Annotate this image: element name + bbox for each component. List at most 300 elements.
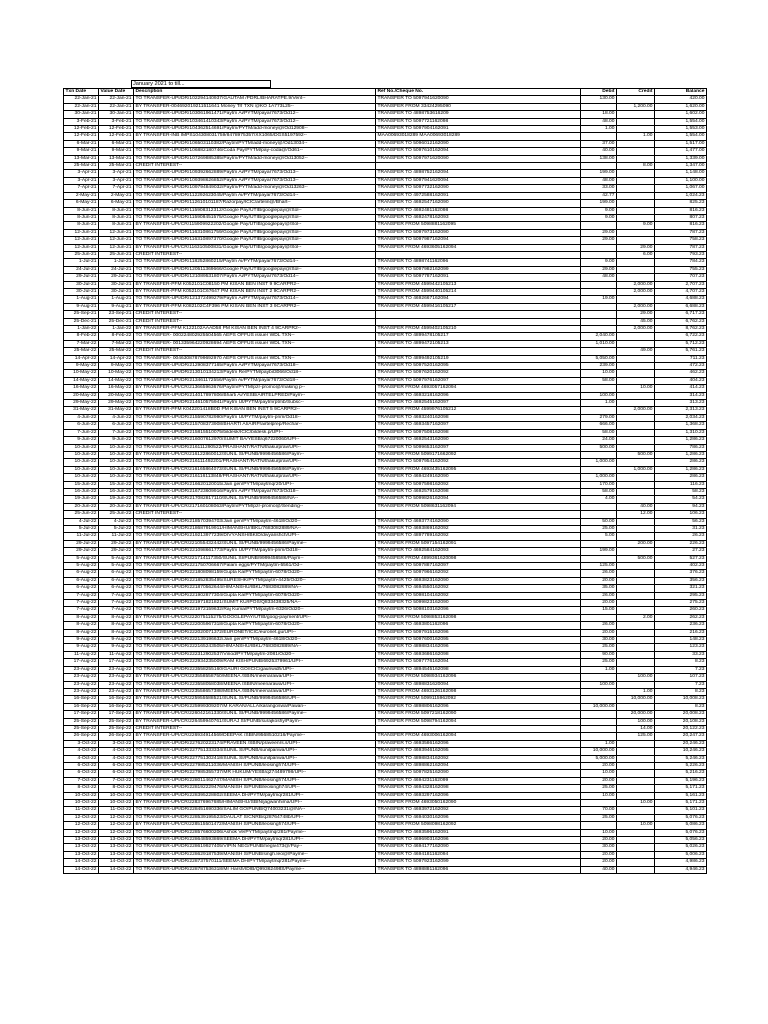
cell-ref-no: TRANSFER FROM 4693006162094 [376, 733, 581, 740]
cell-credit [617, 785, 655, 792]
table-row [64, 103, 707, 110]
cell-value-date: 25-Sep-22 [99, 718, 134, 725]
cell-credit [617, 259, 655, 266]
cell-description: TO TRANSFER-UPI/DR/102294140937/GAUTAM /PDRL/BHARATPE.9/Vent-- [134, 96, 376, 103]
cell-balance: 56.23 [655, 518, 707, 525]
cell-balance: 376.23 [655, 570, 707, 577]
cell-debit: 666.00 [581, 422, 617, 429]
cell-debit [581, 725, 617, 732]
cell-value-date: 16-Sep-22 [99, 696, 134, 703]
cell-debit: 10,000.00 [581, 748, 617, 755]
table-row [64, 503, 707, 510]
cell-credit: 1,200.00 [617, 103, 655, 110]
cell-value-date: 10-Jun-22 [99, 459, 134, 466]
cell-txn-date: 23-Aug-22 [64, 688, 99, 695]
cell-value-date: 16-Sep-22 [99, 703, 134, 710]
cell-txn-date: 16-Sep-22 [64, 703, 99, 710]
cell-balance: 1,553.00 [655, 126, 707, 133]
cell-credit [617, 844, 655, 851]
table-row [64, 370, 707, 377]
cell-txn-date: 7-Aug-22 [64, 600, 99, 607]
cell-debit: 50.00 [581, 518, 617, 525]
table-row [64, 118, 707, 125]
cell-balance: 1,024.23 [655, 192, 707, 199]
cell-txn-date: 2-May-21 [64, 192, 99, 199]
cell-balance: 807.23 [655, 214, 707, 221]
table-row [64, 133, 707, 140]
cell-credit [617, 266, 655, 273]
cell-debit: 25.00 [581, 659, 617, 666]
cell-description: TO TRANSFER-UPI/DR/121089531807/Paytm Ai/PYTM/payar7673/Od14-- [134, 274, 376, 281]
cell-credit [617, 363, 655, 370]
cell-balance: 5,101.23 [655, 807, 707, 814]
cell-description: TO TRANSFER-UPI/DR/227985211036/MANISH S/PUNB/leosingh74/UPI-- [134, 762, 376, 769]
cell-ref-no: TRANSFER TO 4692545162097 [376, 400, 581, 407]
cell-debit: 20.00 [581, 777, 617, 784]
cell-balance: 236.23 [655, 622, 707, 629]
cell-txn-date: 12-Oct-22 [64, 814, 99, 821]
cell-txn-date: 13-Oct-22 [64, 837, 99, 844]
cell-description: CREDIT INTEREST-- [134, 348, 376, 355]
cell-debit [581, 407, 617, 414]
cell-balance: 356.23 [655, 577, 707, 584]
cell-debit: 20.00 [581, 600, 617, 607]
cell-ref-no: TRANSFER TO 4972588162091 [376, 192, 581, 199]
cell-debit: 48.00 [581, 177, 617, 184]
cell-credit [617, 807, 655, 814]
cell-balance: 1,554.00 [655, 118, 707, 125]
table-row [64, 392, 707, 399]
cell-credit [617, 237, 655, 244]
cell-value-date: 12-Oct-22 [99, 814, 134, 821]
cell-credit: 500.00 [617, 451, 655, 458]
cell-credit: 10.00 [617, 800, 655, 807]
cell-description: TO TRANSFER-UPI/DR/222312902537/Vinod/PYTM/paytm-2081/Od20-- [134, 651, 376, 658]
cell-txn-date: 9-Aug-21 [64, 303, 99, 310]
cell-value-date: 30-Jul-21 [99, 288, 134, 295]
cell-txn-date: 12-Jun-21 [64, 237, 99, 244]
cell-credit [617, 525, 655, 532]
cell-balance: 106.23 [655, 511, 707, 518]
cell-value-date: 25-Sep-22 [99, 725, 134, 732]
table-row [64, 829, 707, 836]
cell-balance: 31.23 [655, 525, 707, 532]
cell-debit: 90.00 [581, 651, 617, 658]
cell-credit: 2,000.00 [617, 326, 655, 333]
table-row [64, 681, 707, 688]
cell-ref-no: TRANSFER TO 4693972162092 [376, 807, 581, 814]
cell-value-date: 15-Jun-22 [99, 481, 134, 488]
cell-debit: 1.00 [581, 126, 617, 133]
cell-credit: 125.00 [617, 733, 655, 740]
cell-txn-date: 8-Aug-22 [64, 629, 99, 636]
cell-balance: 260.23 [655, 607, 707, 614]
cell-credit [617, 770, 655, 777]
cell-value-date: 7-Aug-22 [99, 600, 134, 607]
cell-description: BY TRANSFER-UPI/CR/217160108063/Paytm/PYTM/pzr-promo@/Sending-- [134, 503, 376, 510]
cell-value-date: 30-Jan-21 [99, 111, 134, 118]
cell-txn-date: 17-Aug-22 [64, 659, 99, 666]
table-row [64, 111, 707, 118]
cell-description: TO TRANSFER-UPI/DR/116310861759/Google Pay/UTIB/googlepay@/Sol-- [134, 229, 376, 236]
cell-ref-no: TRANSFER TO 4898752162094 [376, 170, 581, 177]
cell-value-date: 7-Jun-22 [99, 429, 134, 436]
cell-debit [581, 348, 617, 355]
cell-value-date: 10-Jun-22 [99, 451, 134, 458]
cell-credit [617, 177, 655, 184]
cell-balance: 58.23 [655, 488, 707, 495]
cell-txn-date: 30-Jul-21 [64, 281, 99, 288]
table-row [64, 725, 707, 732]
cell-txn-date: 7-Oct-22 [64, 777, 99, 784]
cell-credit [617, 118, 655, 125]
table-row [64, 548, 707, 555]
cell-debit: 24.00 [581, 437, 617, 444]
table-row [64, 762, 707, 769]
cell-credit [617, 792, 655, 799]
cell-balance: 5,246.23 [655, 755, 707, 762]
cell-ref-no: TRANSFER TO 4899492105219 [376, 355, 581, 362]
table-row [64, 577, 707, 584]
cell-description: TO TRANSFER-UPI/DR/109392662889/Paytm Ai/PYTM/payar7673/Od13-- [134, 170, 376, 177]
cell-ref-no: TRANSFER FROM 33424295090 [376, 103, 581, 110]
cell-value-date: 26-Sep-22 [99, 733, 134, 740]
cell-description: BY TRANSFER-PFM K052101C67647 PM KISAN BEN INST 2 9CARPR2-- [134, 288, 376, 295]
cell-value-date: 14-Oct-22 [99, 859, 134, 866]
cell-txn-date: 3-Feb-21 [64, 118, 99, 125]
cell-balance: 5,006.23 [655, 851, 707, 858]
cell-value-date: 13-Oct-22 [99, 851, 134, 858]
cell-description: TO TRANSFER-UPI/DR/223558255160/GAURI GO/ICIC/gauriwidh/UPI-- [134, 666, 376, 673]
table-row [64, 703, 707, 710]
cell-debit [581, 466, 617, 473]
table-row [64, 126, 707, 133]
cell-ref-no: TRANSFER FROM 5099115962092 [376, 696, 581, 703]
table-row [64, 422, 707, 429]
cell-txn-date: 16-May-22 [64, 385, 99, 392]
cell-balance: 5,161.23 [655, 792, 707, 799]
cell-credit [617, 185, 655, 192]
cell-credit [617, 777, 655, 784]
cell-description: BY TRANSFER-UPI/CR/225955588521/SUNIL SI/PUNB/9999456586/UPI-- [134, 696, 376, 703]
table-row [64, 333, 707, 340]
cell-debit: 10.00 [581, 792, 617, 799]
cell-credit [617, 140, 655, 147]
cell-balance: 1,286.23 [655, 437, 707, 444]
cell-value-date: 7-Aug-22 [99, 607, 134, 614]
cell-debit: 5,000.00 [581, 755, 617, 762]
cell-credit [617, 370, 655, 377]
cell-description: TO TRANSFER-UPI/DR/222165243505/HIMANSHU/IBKL/7683082889/NA-- [134, 644, 376, 651]
cell-balance: 4,707.23 [655, 288, 707, 295]
cell-description: TO TRANSFER-UPI/DR/222005967318/Gupta Ka/PYTM/paytm-6078/Od20-- [134, 622, 376, 629]
cell-credit [617, 96, 655, 103]
cell-value-date: 10-Jun-22 [99, 474, 134, 481]
cell-value-date: 14-Oct-22 [99, 866, 134, 873]
cell-credit: 1.00 [617, 688, 655, 695]
cell-ref-no: TRANSFER TO 4898881162096 [376, 866, 581, 873]
cell-description: BY TRANSFER-PFM K122102AAAD58 PM KISAN BEN INST 4 9CARPR2-- [134, 326, 376, 333]
cell-value-date: 23-Aug-22 [99, 688, 134, 695]
cell-description: BY TRANSFER-PFM K042201418B0D PM KISAN BEN INST 5 9CARPR2-- [134, 407, 376, 414]
cell-debit [581, 696, 617, 703]
cell-credit: 100.00 [617, 674, 655, 681]
cell-value-date: 22-Jan-21 [99, 103, 134, 110]
table-row [64, 792, 707, 799]
table-row [64, 451, 707, 458]
cell-debit [581, 674, 617, 681]
cell-txn-date: 25-Sep-22 [64, 718, 99, 725]
cell-balance: 6,722.23 [655, 333, 707, 340]
cell-balance: 5,076.23 [655, 829, 707, 836]
header-debit: Debit [581, 89, 617, 96]
cell-description: TO TRANSFER-UPI/DR/222934235009/RAM KISH/PUNB/6925379961/UPI-- [134, 659, 376, 666]
cell-value-date: 9-Jun-22 [99, 437, 134, 444]
cell-ref-no: TRANSFER FROM 5098881162095 [376, 222, 581, 229]
cell-txn-date: 16-Sep-22 [64, 696, 99, 703]
cell-txn-date: 22-Jan-21 [64, 103, 99, 110]
cell-balance: 472.23 [655, 363, 707, 370]
table-row [64, 348, 707, 355]
cell-value-date: 8-Jun-21 [99, 214, 134, 221]
cell-balance: 20,008.23 [655, 711, 707, 718]
cell-ref-no: TRANSFER TO 5097966162092 [376, 570, 581, 577]
cell-description: TO TRANSFER-UPI/DR/216007612970/SUMIT BA/YESB/q67220060/UPI-- [134, 437, 376, 444]
cell-credit [617, 355, 655, 362]
cell-description: BY TRANSFER-UPI/CR/223558558750/MEENA /SBIN/meenarawa/UPI-- [134, 674, 376, 681]
cell-txn-date: 6-Oct-22 [64, 770, 99, 777]
cell-txn-date: 11-Jul-22 [64, 533, 99, 540]
cell-debit: 15.00 [581, 607, 617, 614]
cell-debit: 35.00 [581, 585, 617, 592]
cell-ref-no: TRANSFER TO 5097973162090 [376, 229, 581, 236]
cell-value-date: 6-Oct-22 [99, 762, 134, 769]
cell-txn-date: 14-May-22 [64, 377, 99, 384]
cell-description: TO TRANSFER-UPI/DR/222139196632/Jain gen/PYTM/paytm-4618/Od20-- [134, 637, 376, 644]
cell-ref-no [376, 511, 581, 518]
cell-ref-no: TRANSFER TO 4899478105217 [376, 333, 581, 340]
table-row [64, 637, 707, 644]
cell-balance: 755.23 [655, 266, 707, 273]
cell-balance: 2,707.23 [655, 281, 707, 288]
cell-credit [617, 600, 655, 607]
cell-description: TO TRANSFER-UPI/DR/223558058038/MEENA /SBIN/meenarawa/UPI-- [134, 681, 376, 688]
table-row [64, 785, 707, 792]
cell-ref-no: TRANSFER TO 5097620162092 [376, 370, 581, 377]
cell-txn-date: 29-Jul-22 [64, 540, 99, 547]
cell-ref-no: TRANSFER TO 5097887162097 [376, 563, 581, 570]
cell-credit [617, 866, 655, 873]
cell-debit [581, 244, 617, 251]
cell-debit: 58.00 [581, 488, 617, 495]
cell-txn-date: 14-Oct-22 [64, 866, 99, 873]
cell-txn-date: 6-Aug-22 [64, 585, 99, 592]
cell-debit: 40.00 [581, 866, 617, 873]
cell-balance: 1,368.23 [655, 422, 707, 429]
cell-balance: 5,026.23 [655, 844, 707, 851]
cell-txn-date: 5-Jul-22 [64, 525, 99, 532]
table-row [64, 822, 707, 829]
cell-description: TO TRANSFER-UPI/DR/104362514691/Paytm/PYTM/add-money@/Od12908-- [134, 126, 376, 133]
cell-credit: 1,000.00 [617, 466, 655, 473]
table-row [64, 688, 707, 695]
cell-debit: 70.00 [581, 807, 617, 814]
cell-txn-date: 12-Oct-22 [64, 829, 99, 836]
cell-credit: 100.00 [617, 718, 655, 725]
cell-description: TO TRANSFER-UPI/DR/215590782990/Paytm Ut/PYTM/paytm-pnm/Od18-- [134, 414, 376, 421]
cell-description: TO TRANSFER-UPI/DR/214610575941/Paytm Ut/PYTM/paytmrptmb/Subsc-- [134, 400, 376, 407]
cell-txn-date: 3-Oct-22 [64, 740, 99, 747]
cell-debit: 1.00 [581, 666, 617, 673]
cell-value-date: 10-May-22 [99, 370, 134, 377]
cell-ref-no: TRANSFER FROM 4599416105217 [376, 303, 581, 310]
cell-ref-no: TRANSFER FROM 4599440105214 [376, 288, 581, 295]
cell-credit [617, 703, 655, 710]
cell-txn-date: 7-Aug-22 [64, 592, 99, 599]
cell-ref-no: TRANSFER TO 4693801162096 [376, 622, 581, 629]
cell-debit: 10.00 [581, 370, 617, 377]
cell-ref-no: TRANSFER TO 4693774162090 [376, 518, 581, 525]
cell-balance: 33.23 [655, 651, 707, 658]
table-row [64, 674, 707, 681]
cell-debit: 29.00 [581, 266, 617, 273]
cell-debit: 25.00 [581, 525, 617, 532]
table-row [64, 807, 707, 814]
cell-credit: 2.00 [617, 614, 655, 621]
cell-credit: 8.00 [617, 163, 655, 170]
cell-value-date: 10-Oct-22 [99, 792, 134, 799]
cell-credit [617, 392, 655, 399]
cell-description: TO TRANSFER-UPI/DR/228629187539/MANISH S/PUNB/singh.leo@/Payme-- [134, 851, 376, 858]
cell-description: TO TRANSFER-UPI/DR/221972159632/Raj Kuma/PYTM/paytm-6326/Od20-- [134, 607, 376, 614]
statement-sheet [63, 80, 706, 874]
cell-value-date: 9-May-22 [99, 363, 134, 370]
cell-ref-no: TRANSFER TO 5098103162096 [376, 607, 581, 614]
table-row [64, 488, 707, 495]
cell-debit: 500.00 [581, 444, 617, 451]
cell-balance: 8,762.23 [655, 326, 707, 333]
table-row [64, 288, 707, 295]
cell-description: CREDIT INTEREST-- [134, 725, 376, 732]
table-row [64, 407, 707, 414]
cell-txn-date: 8-Aug-22 [64, 614, 99, 621]
table-row [64, 148, 707, 155]
cell-ref-no: TRANSFER TO 4898834162092 [376, 755, 581, 762]
cell-value-date: 10-Jun-22 [99, 466, 134, 473]
cell-description: BY TRANSFER-UPI/CR/221714117350/SUNIL SI/PUNB/9999456586/Paym-- [134, 555, 376, 562]
cell-ref-no: TRANSFER TO 5097954162092 [376, 459, 581, 466]
cell-txn-date: 9-Mar-21 [64, 148, 99, 155]
cell-balance: 8.23 [655, 703, 707, 710]
cell-ref-no: TRANSFER FROM 4693050162090 [376, 800, 581, 807]
cell-ref-no: TRANSFER TO 4693240162098 [376, 414, 581, 421]
cell-balance: 314.23 [655, 392, 707, 399]
cell-debit: 199.00 [581, 170, 617, 177]
cell-value-date: 6-Jun-22 [99, 422, 134, 429]
cell-value-date: 29-Jul-22 [99, 548, 134, 555]
cell-txn-date: 13-Mar-21 [64, 155, 99, 162]
cell-debit: 125.00 [581, 563, 617, 570]
cell-credit [617, 296, 655, 303]
cell-description: TO TRANSFER- 001335964220928694 AEPS OFFUS issuer WDL TXN-- [134, 340, 376, 347]
header-balance: Balance [655, 89, 707, 96]
cell-ref-no: TRANSFER TO 4693297162096 [376, 792, 581, 799]
cell-ref-no: TRANSFER TO 4694231162099 [376, 777, 581, 784]
cell-debit: 20.00 [581, 577, 617, 584]
cell-txn-date: 15-Jun-22 [64, 481, 99, 488]
cell-txn-date: 12-Jun-21 [64, 244, 99, 251]
table-row [64, 385, 707, 392]
table-row [64, 518, 707, 525]
cell-description: CREDIT INTEREST-- [134, 311, 376, 318]
cell-value-date: 29-Jul-22 [99, 540, 134, 547]
cell-value-date: 13-Mar-21 [99, 155, 134, 162]
cell-balance: 787.23 [655, 244, 707, 251]
cell-txn-date: 29-May-22 [64, 400, 99, 407]
cell-balance: 107.23 [655, 674, 707, 681]
cell-txn-date: 25-Mar-21 [64, 163, 99, 170]
cell-balance: 707.23 [655, 274, 707, 281]
cell-txn-date: 6-May-21 [64, 200, 99, 207]
cell-credit: 29.00 [617, 244, 655, 251]
table-row [64, 274, 707, 281]
cell-value-date: 14-Apr-22 [99, 355, 134, 362]
cell-ref-no: TRANSFER TO 5099823162090 [376, 600, 581, 607]
cell-description: BY TRANSFER-UPI/CR/222075115275/GOOGLEPAY/UTIB/goog-payment/UPI-- [134, 614, 376, 621]
cell-debit [581, 555, 617, 562]
cell-debit [581, 222, 617, 229]
cell-description: TO TRANSFER-UPI/DR/227751333334/SUNIL SI/PUNB/sunilpanwa/UPI-- [134, 748, 376, 755]
cell-value-date: 5-Aug-22 [99, 563, 134, 570]
cell-debit: 1,000.00 [581, 459, 617, 466]
cell-ref-no: TRANSFER TO 4692547162090 [376, 200, 581, 207]
cell-txn-date: 5-Aug-22 [64, 563, 99, 570]
cell-balance: 321.23 [655, 585, 707, 592]
table-row [64, 155, 707, 162]
cell-debit: 25.00 [581, 785, 617, 792]
cell-credit [617, 637, 655, 644]
cell-credit: 2,000.00 [617, 303, 655, 310]
cell-txn-date: 23-Aug-22 [64, 674, 99, 681]
cell-balance: 420.00 [655, 96, 707, 103]
cell-debit: 10.00 [581, 770, 617, 777]
cell-value-date: 8-Jun-21 [99, 207, 134, 214]
cell-txn-date: 24-Jul-21 [64, 266, 99, 273]
cell-balance: 2,034.23 [655, 414, 707, 421]
cell-value-date: 23-Aug-22 [99, 666, 134, 673]
cell-ref-no: TRANSFER TO 4694177162090 [376, 844, 581, 851]
cell-value-date: 1-Jan-22 [99, 326, 134, 333]
cell-value-date: 23-Sep-21 [99, 311, 134, 318]
cell-balance: 5,086.23 [655, 822, 707, 829]
table-row [64, 311, 707, 318]
cell-txn-date: 25-Sep-22 [64, 725, 99, 732]
cell-credit: 29.00 [617, 311, 655, 318]
cell-debit [581, 163, 617, 170]
cell-debit: 1,010.00 [581, 340, 617, 347]
cell-description: CREDIT INTEREST-- [134, 318, 376, 325]
cell-txn-date: 6-Aug-22 [64, 577, 99, 584]
cell-ref-no: TRANSFER TO 4692579162098 [376, 488, 581, 495]
table-row [64, 614, 707, 621]
cell-txn-date: 25-Sep-21 [64, 311, 99, 318]
cell-txn-date: 9-Jun-22 [64, 437, 99, 444]
cell-balance: 216.23 [655, 629, 707, 636]
table-row [64, 755, 707, 762]
table-row [64, 318, 707, 325]
cell-credit: 500.00 [617, 555, 655, 562]
cell-balance: 313.23 [655, 400, 707, 407]
